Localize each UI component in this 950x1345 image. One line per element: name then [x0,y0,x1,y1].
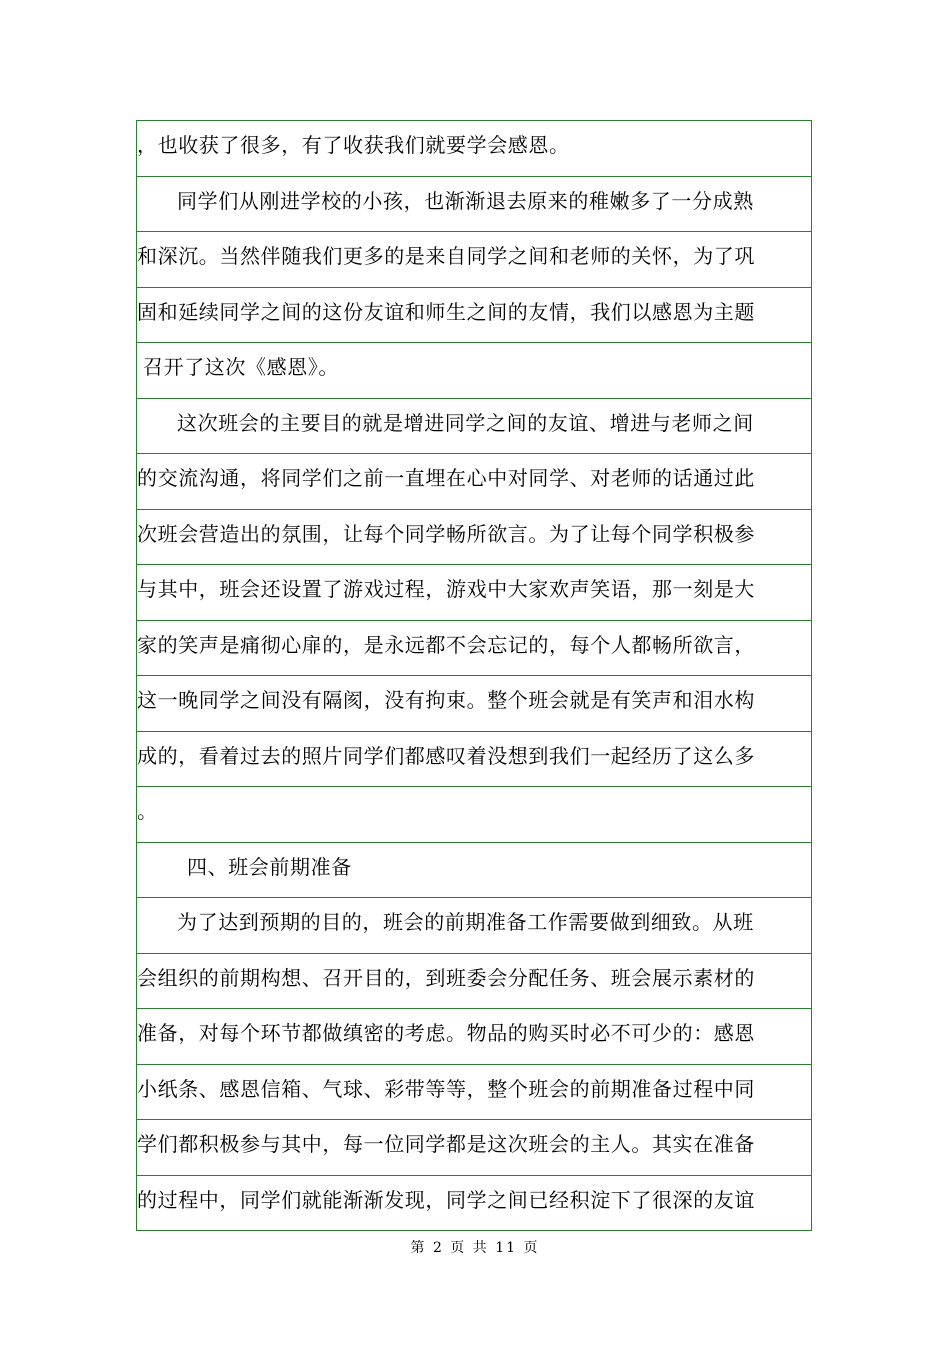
text-line-17 [137,1009,811,1065]
line-text: 家的笑声是痛彻心扉的，是永远都不会忘记的，每个人都畅所欲言， [137,632,755,657]
line-text: 与其中，班会还设置了游戏过程，游戏中大家欢声笑语，那一刻是大 [137,577,755,601]
text-line-16 [137,954,811,1010]
text-line-3 [137,232,811,288]
line-text: 准备，对每个环节都做缜密的考虑。物品的购买时必不可少的：感恩 [137,1021,755,1045]
line-text: 和深沉。当然伴随我们更多的是来自同学之间和老师的关怀，为了巩 [137,244,755,268]
line-text: 同学们从刚进学校的小孩，也渐渐退去原来的稚嫩多了一分成熟 [177,188,754,213]
text-line-4 [137,288,811,344]
section-heading [137,843,811,899]
text-line-12 [137,732,811,788]
line-text: 的交流沟通，将同学们之前一直埋在心中对同学、对老师的话通过此 [137,466,755,490]
text-line-7 [137,454,811,510]
document-page [136,120,812,1231]
heading-text: 四、班会前期准备 [187,854,352,879]
page-footer: 第 2 页 共 11 页 [410,1240,540,1256]
text-line-2 [137,177,811,233]
line-text: ，也收获了很多，有了收获我们就要学会感恩。 [137,133,570,157]
line-text: 会组织的前期构想、召开目的，到班委会分配任务、班会展示素材的 [137,965,755,990]
text-line-6 [137,399,811,455]
line-text: 为了达到预期的目的，班会的前期准备工作需要做到细致。从班 [177,910,754,934]
line-text: 召开了这次《感恩》。 [143,355,339,379]
line-text: 次班会营造出的氛围，让每个同学畅所欲言。为了让每个同学积极参 [137,521,755,546]
text-line-20 [137,1176,811,1232]
line-text: 固和延续同学之间的这份友谊和师生之间的友情，我们以感恩为主题 [137,299,755,324]
text-line-10 [137,621,811,677]
line-text: 学们都积极参与其中，每一位同学都是这次班会的主人。其实在准备 [137,1132,755,1156]
line-text: 这一晚同学之间没有隔阂，没有拘束。整个班会就是有笑声和泪水构 [137,688,755,712]
text-line-18 [137,1065,811,1121]
text-line-11 [137,676,811,732]
line-text: 。 [137,799,158,823]
text-line-8 [137,510,811,566]
text-line-5 [137,343,811,399]
line-text: 成的，看着过去的照片同学们都感叹着没想到我们一起经历了这么多 [137,743,755,768]
text-line-9 [137,565,811,621]
line-text: 小纸条、感恩信箱、气球、彩带等等，整个班会的前期准备过程中同 [137,1076,755,1101]
text-line-15 [137,898,811,954]
line-text: 这次班会的主要目的就是增进同学之间的友谊、增进与老师之间 [177,410,754,435]
text-line-19 [137,1120,811,1176]
text-line-13 [137,787,811,843]
line-text: 的过程中，同学们就能渐渐发现，同学之间已经积淀下了很深的友谊 [137,1187,755,1212]
text-line-1 [137,121,811,177]
